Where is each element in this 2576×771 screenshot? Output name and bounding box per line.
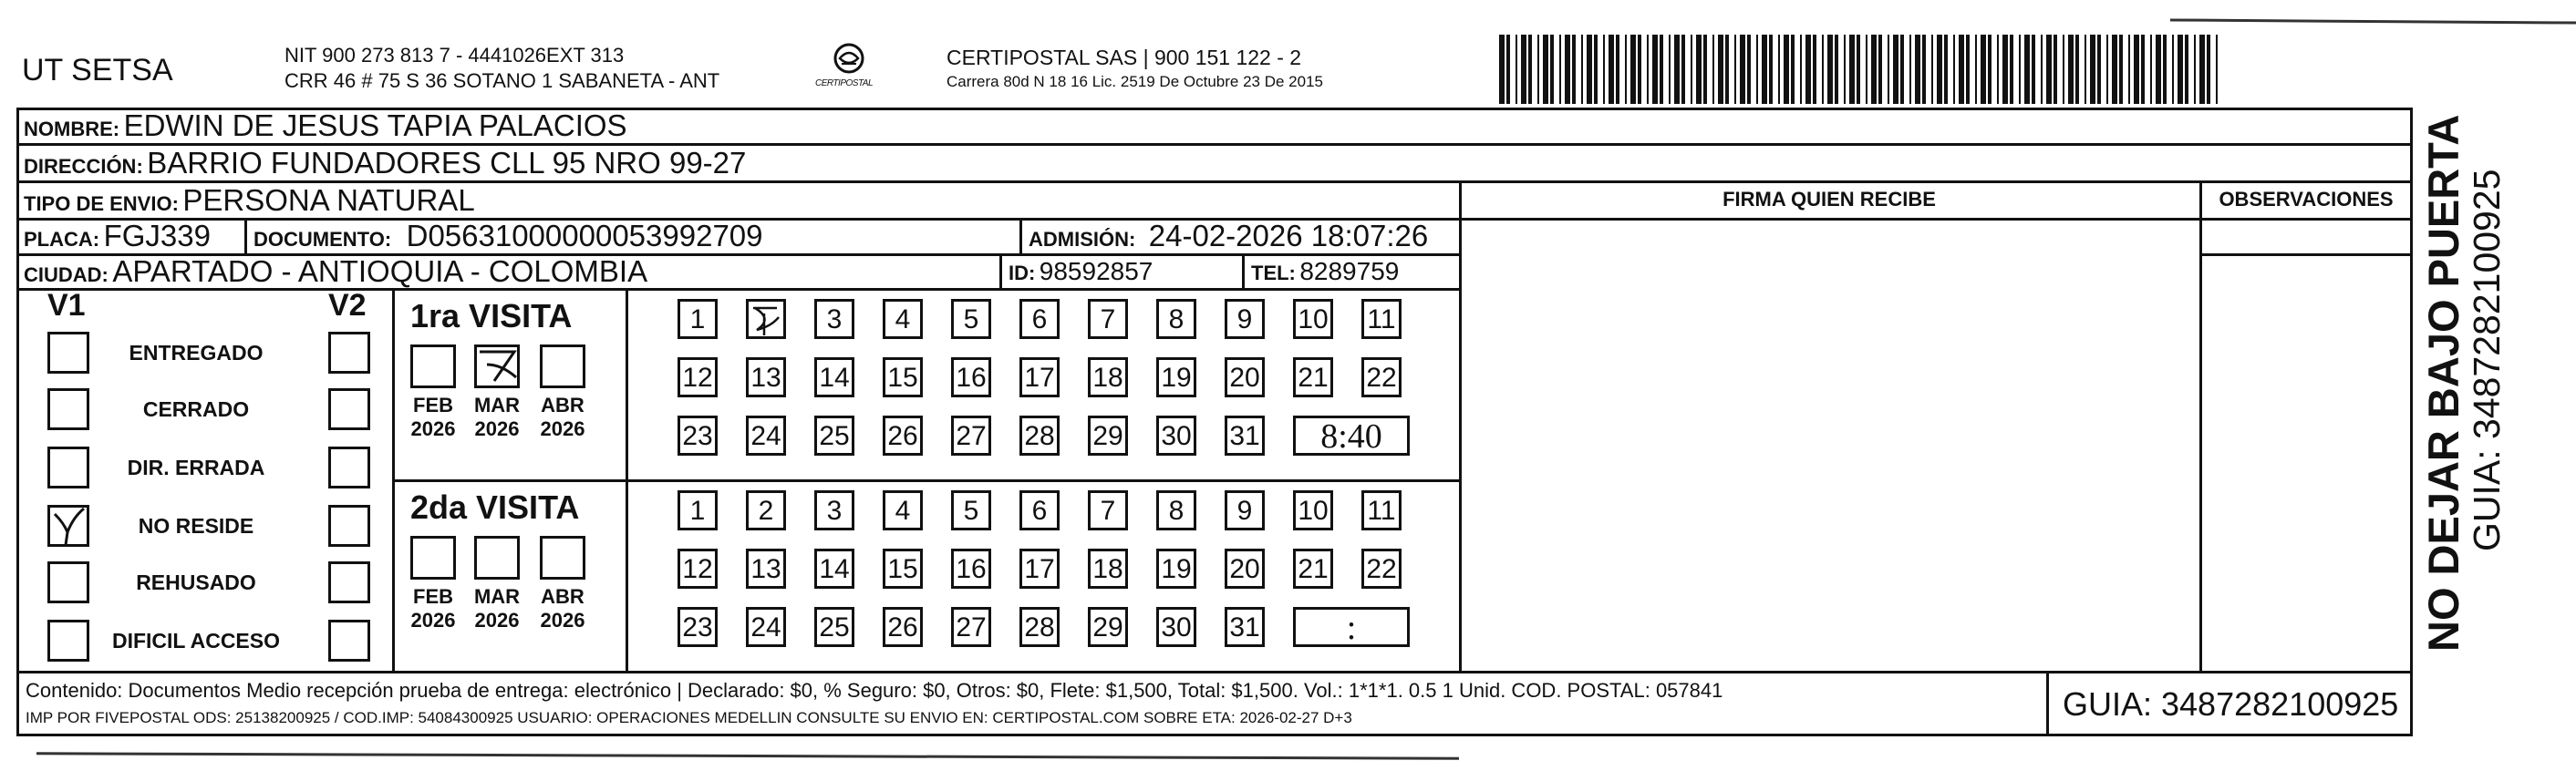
barcode-bar: [1959, 35, 1964, 104]
barcode-bar: [1909, 35, 1911, 104]
barcode-bar: [1516, 35, 1517, 104]
certipostal-logo: [812, 38, 886, 98]
observaciones-heading: OBSERVACIONES: [2219, 188, 2394, 211]
visit1-day-23[interactable]: 23: [678, 416, 718, 456]
barcode-bar: [1944, 35, 1948, 104]
barcode-bar: [1703, 35, 1707, 104]
v2-checkbox-1[interactable]: [328, 388, 370, 430]
visit2-title: 2da VISITA: [410, 488, 580, 526]
barcode-bar: [2090, 35, 2095, 104]
barcode-bar: [2010, 35, 2013, 104]
visit1-day-11[interactable]: 11: [1361, 299, 1402, 339]
v1-label: V1: [47, 288, 86, 323]
certipostal-line-1: CERTIPOSTAL SAS | 900 151 122 - 2: [947, 46, 1302, 69]
barcode-bar: [1681, 35, 1685, 104]
visit1-day-9[interactable]: 9: [1225, 299, 1265, 339]
visit1-day-18[interactable]: 18: [1088, 357, 1128, 397]
barcode-bar: [1988, 35, 1991, 104]
direccion-row: [24, 145, 746, 188]
barcode-bar: [1696, 35, 1702, 104]
barcode-bar: [1559, 35, 1561, 104]
direccion-value: BARRIO FUNDADORES CLL 95 NRO 99-27: [147, 146, 747, 180]
scan-line-bottom: [36, 752, 1459, 759]
barcode-bar: [1931, 35, 1933, 104]
barcode-bar: [1609, 35, 1614, 104]
barcode-bar: [1660, 35, 1663, 104]
visit1-month-box-2[interactable]: [540, 344, 585, 388]
firma-heading: FIRMA QUIEN RECIBE: [1723, 188, 1936, 211]
visit1-month-1: MAR: [473, 394, 521, 416]
barcode-bar: [1652, 35, 1658, 104]
visit2-month-0: FEB: [413, 585, 453, 608]
barcode-bar: [1813, 35, 1816, 104]
barcode-bar: [1756, 35, 1758, 104]
visit2-day-27[interactable]: 27: [951, 607, 991, 647]
barcode-bar: [2041, 35, 2043, 104]
visit2-day-5[interactable]: 5: [951, 490, 991, 530]
col-line-id: [999, 253, 1002, 288]
visit1-year-1: 2026: [474, 417, 520, 440]
barcode-bar: [1740, 35, 1745, 104]
barcode-bar: [1981, 35, 1986, 104]
barcode-bar: [1784, 35, 1789, 104]
barcode-bar: [1878, 35, 1882, 104]
barcode-bar: [2085, 35, 2086, 104]
barcode-bar: [2046, 35, 2052, 104]
visit1-day-26[interactable]: 26: [883, 416, 923, 456]
barcode-bar: [1528, 35, 1532, 104]
visit1-month-2: ABR: [541, 394, 585, 416]
visit1-day-30[interactable]: 30: [1156, 416, 1196, 456]
barcode-bar: [1888, 35, 1889, 104]
visit2-day-7[interactable]: 7: [1088, 490, 1128, 530]
visit2-day-24[interactable]: 24: [746, 607, 786, 647]
direccion-label: DIRECCIÓN:: [24, 155, 143, 178]
barcode-bar: [1521, 35, 1526, 104]
visit2-day-8[interactable]: 8: [1156, 490, 1196, 530]
visit1-day-29[interactable]: 29: [1088, 416, 1128, 456]
visit1-day-20[interactable]: 20: [1225, 357, 1265, 397]
barcode-bar: [1893, 35, 1898, 104]
visit2-day-21[interactable]: 21: [1293, 549, 1333, 589]
barcode-bar: [1647, 35, 1649, 104]
id-row: [1009, 254, 1153, 293]
visit1-day-28[interactable]: 28: [1019, 416, 1060, 456]
barcode-bar: [2054, 35, 2057, 104]
visit1-day-2[interactable]: [746, 299, 786, 339]
barcode-bar: [1822, 35, 1824, 104]
status-option-4: REHUSADO: [136, 571, 256, 594]
visit1-day-25[interactable]: 25: [814, 416, 854, 456]
barcode-bar: [1565, 35, 1570, 104]
barcode-bar: [2068, 35, 2074, 104]
visit1-day-8[interactable]: 8: [1156, 299, 1196, 339]
barcode-bar: [2019, 35, 2021, 104]
barcode-bar: [1915, 35, 1920, 104]
visit2-day-4[interactable]: 4: [883, 490, 923, 530]
visit2-day-19[interactable]: 19: [1156, 549, 1196, 589]
barcode-bar: [2106, 35, 2108, 104]
visit2-month-2: ABR: [541, 585, 585, 608]
barcode-bar: [2141, 35, 2145, 104]
barcode-bar: [1638, 35, 1641, 104]
barcode-bar: [1616, 35, 1619, 104]
visit1-time-box[interactable]: 8:40: [1293, 416, 1410, 456]
side-guia: GUIA: 3487282100925: [2466, 169, 2508, 551]
barcode-bar: [1800, 35, 1802, 104]
visit2-day-29[interactable]: 29: [1088, 607, 1128, 647]
nit-line-2: CRR 46 # 75 S 36 SOTANO 1 SABANETA - ANT: [284, 69, 720, 92]
barcode-bar: [1805, 35, 1811, 104]
visit2-month-1: MAR: [473, 585, 521, 608]
visit2-day-30[interactable]: 30: [1156, 607, 1196, 647]
visit1-day-10[interactable]: 10: [1293, 299, 1333, 339]
visit2-month-box-1[interactable]: [474, 536, 520, 580]
placa-value: FGJ339: [103, 219, 211, 252]
barcode-bar: [1625, 35, 1627, 104]
barcode-bar: [1734, 35, 1736, 104]
barcode-bar: [1581, 35, 1583, 104]
visit2-day-22[interactable]: 22: [1361, 549, 1402, 589]
barcode-bar: [1572, 35, 1576, 104]
side-warning: NO DEJAR BAJO PUERTA: [2419, 114, 2467, 652]
row-line-6: [2199, 253, 2413, 256]
barcode-bar: [1587, 35, 1592, 104]
nombre-row: [24, 108, 627, 150]
barcode-bar: [1718, 35, 1723, 104]
visit1-title: 1ra VISITA: [410, 297, 573, 334]
visit2-day-14[interactable]: 14: [814, 549, 854, 589]
footer-line: [16, 671, 2413, 673]
visit-divider: [392, 479, 1459, 482]
barcode-bar: [1871, 35, 1877, 104]
visit1-day-12[interactable]: 12: [678, 357, 718, 397]
barcode-bar: [1603, 35, 1605, 104]
visit2-day-12[interactable]: 12: [678, 549, 718, 589]
barcode-bar: [2178, 35, 2183, 104]
visit1-day-6[interactable]: 6: [1019, 299, 1060, 339]
status-option-0: ENTREGADO: [129, 341, 264, 365]
barcode-bar: [1835, 35, 1838, 104]
documento-value: D05631000000053992709: [406, 219, 763, 252]
v2-checkbox-3[interactable]: [328, 505, 370, 547]
barcode-bar: [1937, 35, 1942, 104]
visit2-year-1: 2026: [474, 609, 520, 632]
barcode-bar: [2063, 35, 2064, 104]
ciudad-value: APARTADO - ANTIOQUIA - COLOMBIA: [112, 254, 648, 288]
barcode-bar: [1827, 35, 1833, 104]
barcode-bar: [2134, 35, 2139, 104]
nombre-value: EDWIN DE JESUS TAPIA PALACIOS: [123, 108, 627, 142]
v2-checkbox-2[interactable]: [328, 447, 370, 488]
barcode-bar: [2002, 35, 2008, 104]
footer-contenido: Contenido: Documentos Medio recepción prueba de entrega: electrónico | Declarado: $0, % Seguro: $0, Otros: $0, Flete: $1,500, Total: $1,500. Vol.: 1*1*1. 0.5 1 Unid. COD. POSTAL: 057841: [26, 679, 1723, 702]
col-line-status: [392, 288, 395, 671]
barcode-bar: [2185, 35, 2188, 104]
barcode-bar: [2119, 35, 2123, 104]
visit1-day-4[interactable]: 4: [883, 299, 923, 339]
admision-value: 24-02-2026 18:07:26: [1148, 219, 1429, 252]
visit2-day-16[interactable]: 16: [951, 549, 991, 589]
tel-row: [1251, 254, 1399, 293]
barcode-bar: [2163, 35, 2167, 104]
placa-label: PLACA:: [24, 228, 100, 251]
barcode-bar: [2075, 35, 2079, 104]
visit1-day-22[interactable]: 22: [1361, 357, 1402, 397]
barcode-bar: [1966, 35, 1970, 104]
barcode-bar: [1550, 35, 1554, 104]
barcode-bar: [1669, 35, 1671, 104]
col-line-obs: [2199, 180, 2202, 673]
visit2-time-box[interactable]: :: [1293, 607, 1410, 647]
visit2-day-31[interactable]: 31: [1225, 607, 1265, 647]
visit1-month-0: FEB: [413, 394, 453, 416]
visit1-day-21[interactable]: 21: [1293, 357, 1333, 397]
footer-guia: GUIA: 3487282100925: [2063, 685, 2399, 723]
visit1-day-13[interactable]: 13: [746, 357, 786, 397]
barcode-bar: [1506, 35, 1510, 104]
nombre-label: NOMBRE:: [24, 118, 120, 140]
visit1-day-17[interactable]: 17: [1019, 357, 1060, 397]
visit1-day-14[interactable]: 14: [814, 357, 854, 397]
barcode-bar: [1762, 35, 1767, 104]
barcode-bar: [2097, 35, 2101, 104]
barcode-bar: [1747, 35, 1751, 104]
visit2-day-13[interactable]: 13: [746, 549, 786, 589]
barcode-bar: [2024, 35, 2030, 104]
tipo-label: TIPO DE ENVIO:: [24, 192, 179, 215]
barcode-bar: [2216, 35, 2218, 104]
visit2-year-2: 2026: [540, 609, 585, 632]
status-option-5: DIFICIL ACCESO: [111, 629, 280, 653]
visit2-day-3[interactable]: 3: [814, 490, 854, 530]
visit2-day-6[interactable]: 6: [1019, 490, 1060, 530]
scan-line-top: [2170, 18, 2576, 24]
barcode-bar: [1900, 35, 1904, 104]
visit1-day-24[interactable]: 24: [746, 416, 786, 456]
barcode-bar: [2199, 35, 2205, 104]
visit1-day-1[interactable]: 1: [678, 299, 718, 339]
barcode-bar: [1849, 35, 1855, 104]
visit1-year-0: 2026: [410, 417, 456, 440]
barcode-bar: [1975, 35, 1977, 104]
visit1-day-27[interactable]: 27: [951, 416, 991, 456]
barcode: [1499, 35, 2225, 104]
documento-label: DOCUMENTO:: [253, 228, 392, 251]
logo-text: CERTIPOSTAL: [815, 78, 874, 88]
admision-label: ADMISIÓN:: [1029, 228, 1136, 251]
visit1-day-15[interactable]: 15: [883, 357, 923, 397]
status-option-3: NO RESIDE: [138, 514, 254, 538]
visit2-day-25[interactable]: 25: [814, 607, 854, 647]
status-option-2: DIR. ERRADA: [127, 456, 265, 479]
barcode-bar: [2156, 35, 2161, 104]
barcode-bar: [1769, 35, 1773, 104]
v2-checkbox-5[interactable]: [328, 620, 370, 662]
visit2-day-20[interactable]: 20: [1225, 549, 1265, 589]
barcode-bar: [1866, 35, 1867, 104]
visit2-year-0: 2026: [410, 609, 456, 632]
barcode-bar: [1543, 35, 1548, 104]
visit2-day-23[interactable]: 23: [678, 607, 718, 647]
v2-checkbox-0[interactable]: [328, 332, 370, 374]
visit1-day-3[interactable]: 3: [814, 299, 854, 339]
barcode-bar: [1778, 35, 1780, 104]
barcode-bar: [2032, 35, 2035, 104]
visit2-day-26[interactable]: 26: [883, 607, 923, 647]
tel-label: TEL:: [1251, 262, 1296, 284]
barcode-bar: [1537, 35, 1539, 104]
tel-value: 8289759: [1299, 257, 1400, 285]
certipostal-line-2: Carrera 80d N 18 16 Lic. 2519 De Octubre 23 De 2015: [947, 73, 1323, 90]
barcode-bar: [2150, 35, 2152, 104]
footer-imp: IMP POR FIVEPOSTAL ODS: 25138200925 / COD.IMP: 54084300925 USUARIO: OPERACIONES MEDELLIN CONSULTE SU ENVIO EN: CERTIPOSTAL.COM SOBRE ETA: 2026-02-27 D+3: [26, 709, 1352, 726]
barcode-bar: [1674, 35, 1680, 104]
barcode-bar: [1997, 35, 1999, 104]
barcode-bar: [2172, 35, 2174, 104]
visit1-day-16[interactable]: 16: [951, 357, 991, 397]
col-line-admision: [1019, 218, 1022, 253]
barcode-bar: [1691, 35, 1692, 104]
v2-label: V2: [328, 288, 367, 323]
visit2-day-1[interactable]: 1: [678, 490, 718, 530]
visit2-day-11[interactable]: 11: [1361, 490, 1402, 530]
col-line-firma: [1459, 180, 1462, 673]
nit-line-1: NIT 900 273 813 7 - 4441026EXT 313: [284, 44, 625, 67]
visit1-month-box-1[interactable]: [474, 344, 520, 388]
barcode-bar: [1857, 35, 1860, 104]
visit1-day-31[interactable]: 31: [1225, 416, 1265, 456]
barcode-bar: [1499, 35, 1505, 104]
barcode-bar: [2207, 35, 2210, 104]
visit2-day-10[interactable]: 10: [1293, 490, 1333, 530]
barcode-bar: [1844, 35, 1846, 104]
visit1-day-7[interactable]: 7: [1088, 299, 1128, 339]
barcode-bar: [1725, 35, 1729, 104]
visit1-day-19[interactable]: 19: [1156, 357, 1196, 397]
visit1-year-2: 2026: [540, 417, 585, 440]
visit2-day-2[interactable]: 2: [746, 490, 786, 530]
barcode-bar: [2128, 35, 2130, 104]
visit2-day-28[interactable]: 28: [1019, 607, 1060, 647]
col-line-guia: [2046, 671, 2049, 736]
barcode-bar: [1953, 35, 1955, 104]
v2-checkbox-4[interactable]: [328, 561, 370, 603]
barcode-bar: [1922, 35, 1926, 104]
barcode-bar: [1594, 35, 1598, 104]
col-line-visit: [626, 288, 628, 671]
visit2-month-box-2[interactable]: [540, 536, 585, 580]
visit1-month-box-0[interactable]: [410, 344, 456, 388]
barcode-bar: [2194, 35, 2196, 104]
barcode-bar: [2112, 35, 2117, 104]
visit2-day-15[interactable]: 15: [883, 549, 923, 589]
visit2-day-17[interactable]: 17: [1019, 549, 1060, 589]
barcode-bar: [1630, 35, 1636, 104]
barcode-bar: [1712, 35, 1714, 104]
barcode-bar: [1791, 35, 1795, 104]
visit1-day-5[interactable]: 5: [951, 299, 991, 339]
status-option-1: CERRADO: [142, 397, 250, 421]
id-value: 98592857: [1039, 257, 1154, 285]
ciudad-label: CIUDAD:: [24, 263, 109, 286]
visit2-day-9[interactable]: 9: [1225, 490, 1265, 530]
tipo-value: PERSONA NATURAL: [182, 183, 475, 217]
visit2-day-18[interactable]: 18: [1088, 549, 1128, 589]
id-label: ID:: [1009, 262, 1036, 284]
company-name: UT SETSA: [22, 53, 173, 87]
visit2-month-box-0[interactable]: [410, 536, 456, 580]
